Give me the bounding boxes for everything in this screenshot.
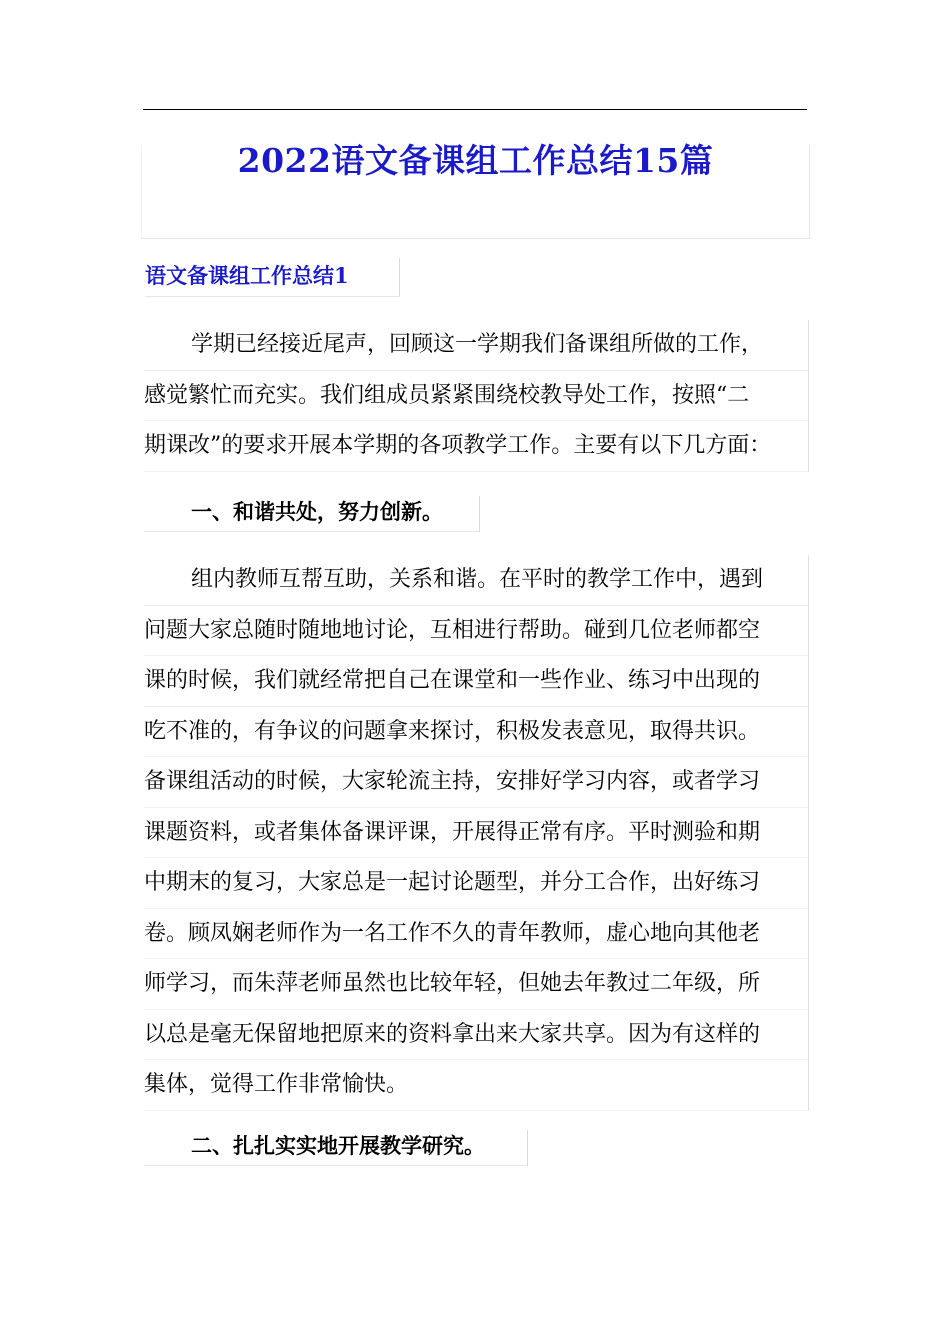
paragraph-line: 集体，觉得工作非常愉快。 [144, 1060, 808, 1111]
paragraph-line: 吃不准的，有争议的问题拿来探讨，积极发表意见，取得共识。 [144, 707, 808, 758]
paragraph-line: 感觉繁忙而充实。我们组成员紧紧围绕校教导处工作，按照“二 [144, 371, 808, 422]
paragraph-line: 学期已经接近尾声，回顾这一学期我们备课组所做的工作， [144, 320, 808, 371]
paragraph-line: 课的时候，我们就经常把自己在课堂和一些作业、练习中出现的 [144, 656, 808, 707]
paragraph-line: 师学习，而朱萍老师虽然也比较年轻，但她去年教过二年级，所 [144, 959, 808, 1010]
paragraph-line: 问题大家总随时随地地讨论，互相进行帮助。碰到几位老师都空 [144, 606, 808, 657]
header-rule [143, 109, 807, 110]
document-title: 2022语文备课组工作总结15篇 [237, 141, 714, 180]
paragraph-line: 组内教师互帮互助，关系和谐。在平时的教学工作中，遇到 [144, 555, 808, 606]
paragraph-line: 以总是毫无保留地把原来的资料拿出来大家共享。因为有这样的 [144, 1010, 808, 1061]
section-heading: 语文备课组工作总结1 [145, 258, 400, 297]
paragraph-line: 备课组活动的时候，大家轮流主持，安排好学习内容，或者学习 [144, 757, 808, 808]
title-block [141, 141, 810, 239]
subheading-2: 二、扎扎实实地开展教学研究。 [144, 1130, 528, 1166]
paragraph-line: 期课改”的要求开展本学期的各项教学工作。主要有以下几方面： [144, 421, 808, 472]
paragraph-line: 课题资料，或者集体备课评课，开展得正常有序。平时测验和期 [144, 808, 808, 859]
paragraph-2 [144, 555, 809, 1111]
paragraph-line: 卷。顾凤娴老师作为一名工作不久的青年教师，虚心地向其他老 [144, 909, 808, 960]
paragraph-line: 中期末的复习，大家总是一起讨论题型，并分工合作，出好练习 [144, 858, 808, 909]
subheading-1: 一、和谐共处，努力创新。 [144, 496, 480, 532]
paragraph-1 [144, 320, 809, 472]
